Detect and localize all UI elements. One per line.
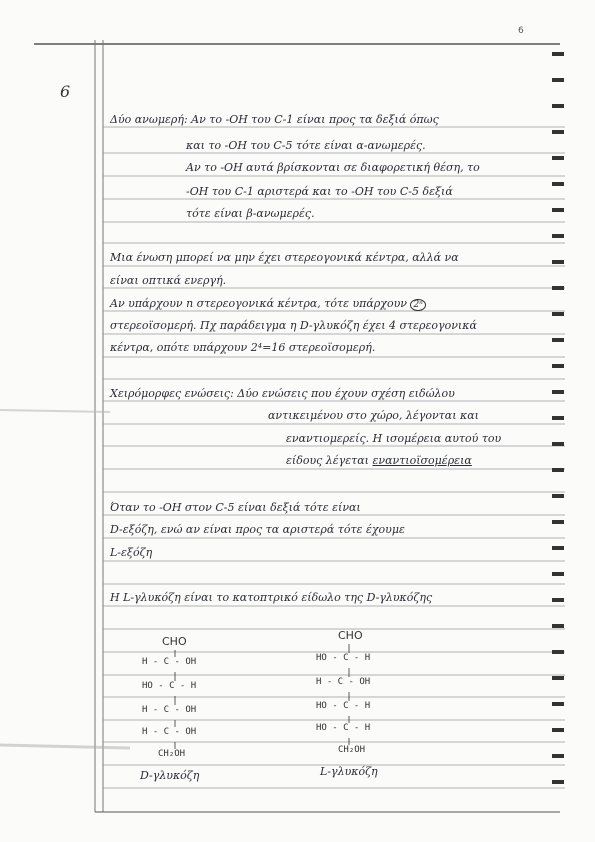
d-glucose-head: CHO [162, 635, 187, 648]
stereo-line-1: Μια ένωση μπορεί να μην έχει στερεογονικά κέντρα, αλλά να [110, 251, 459, 264]
d-glucose-tail: CH₂OH [158, 749, 186, 759]
chiral-line-4 [286, 455, 472, 466]
l-glucose-row-4: HO - C - H [316, 723, 371, 733]
config-line-1: Όταν το -OH στον C-5 είναι δεξιά τότε είναι [110, 501, 361, 514]
stereo-line-3 [110, 298, 426, 310]
chiral-line-1: Χειρόμορφες ενώσεις: Δύο ενώσεις που έχουν σχέση ειδώλου [110, 387, 455, 400]
page-number: 6 [518, 26, 524, 36]
anomers-line-3: Αν το -OH αυτά βρίσκονται σε διαφορετική θέση, το [186, 161, 480, 174]
stereo-line-2: είναι οπτικά ενεργή. [110, 274, 227, 287]
l-glucose-head: CHO [338, 629, 363, 642]
stereo-line-5: κέντρα, οπότε υπάρχουν 2⁴=16 στερεοϊσομερή. [110, 341, 376, 354]
mirror-line: Η L-γλυκόζη είναι το κατοπτρικό είδωλο της D-γλυκόζης [110, 591, 433, 604]
l-glucose-name: L-γλυκόζη [320, 765, 378, 778]
chiral-line-2: αντικειμένου στο χώρο, λέγονται και [268, 409, 479, 422]
d-glucose-row-4: H - C - OH [142, 727, 197, 737]
l-glucose-row-3: HO - C - H [316, 701, 371, 711]
spiral-binding [552, 52, 564, 784]
l-glucose-tail: CH₂OH [338, 745, 366, 755]
l-glucose-row-1: HO - C - H [316, 653, 371, 663]
stereo-line-3-text: Αν υπάρχουν n στερεογονικά κέντρα, τότε υπάρχουν [110, 297, 407, 310]
config-line-3: L-εξόζη [110, 546, 153, 559]
anomers-line-1: Δύο ανωμερή: Αν το -OH του C-1 είναι προς τα δεξιά όπως [110, 113, 439, 126]
circled-formula: 2ⁿ [410, 299, 425, 311]
l-glucose-row-2: H - C - OH [316, 677, 371, 687]
anomers-line-2: και το -OH του C-5 τότε είναι α-ανωμερές. [186, 139, 426, 152]
chiral-term: εναντιοϊσομέρεια [372, 454, 472, 467]
stereo-line-4: στερεοϊσομερή. Πχ παράδειγμα η D-γλυκόζη έχει 4 στερεογονικά [110, 319, 477, 332]
d-glucose-name: D-γλυκόζη [140, 769, 200, 782]
anomers-line-5: τότε είναι β-ανωμερές. [186, 207, 315, 220]
chiral-line-3: εναντιομερείς. Η ισομέρεια αυτού του [286, 432, 502, 445]
d-glucose-row-1: H - C - OH [142, 657, 197, 667]
d-glucose-row-2: HO - C - H [142, 681, 197, 691]
anomers-line-4: -OH του C-1 αριστερά και το -OH του C-5 δεξιά [186, 185, 453, 198]
d-glucose-row-3: H - C - OH [142, 705, 197, 715]
section-marker: 6 [60, 82, 71, 101]
chiral-line-4-prefix: είδους λέγεται [286, 454, 369, 467]
config-line-2: D-εξόζη, ενώ αν είναι προς τα αριστερά τότε έχουμε [110, 523, 405, 536]
